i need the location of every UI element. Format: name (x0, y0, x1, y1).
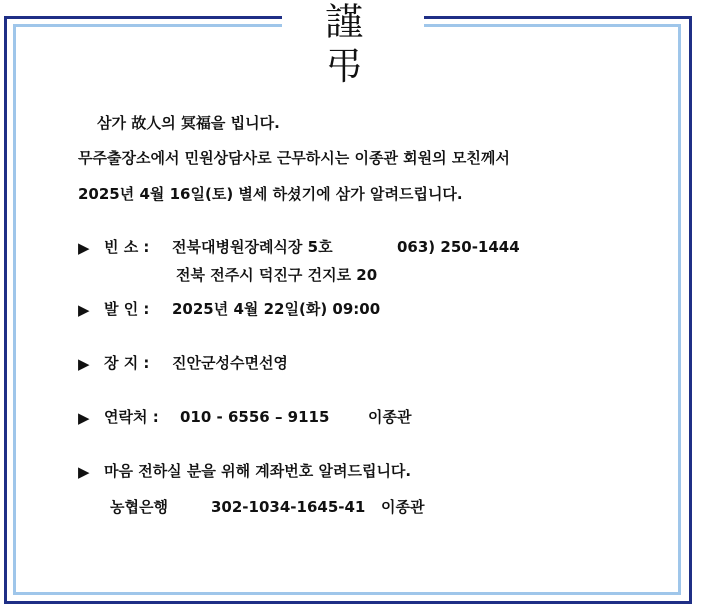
intro-line-1: 삼가 故人의 冥福을 빕니다. (97, 114, 280, 132)
bullet-icon: ▶ (78, 409, 90, 427)
intro-line-3: 2025년 4월 16일(토) 별세 하셨기에 삼가 알려드립니다. (78, 185, 463, 203)
funeral-hall-value: 전북대병원장례식장 5호 (172, 238, 333, 256)
account-number: 302-1034-1645-41 (211, 498, 366, 516)
condolence-line: 마음 전하실 분을 위해 계좌번호 알려드립니다. (104, 462, 412, 480)
funeral-hall-phone: 063) 250-1444 (397, 238, 520, 256)
bullet-icon: ▶ (78, 301, 90, 319)
bullet-icon: ▶ (78, 239, 90, 257)
bullet-icon: ▶ (78, 463, 90, 481)
notice-title: 謹 弔 (324, 0, 381, 88)
contact-phone: 010 - 6556 – 9115 (180, 408, 330, 426)
departure-label: 발 인 : (104, 300, 155, 318)
funeral-hall-label: 빈 소 : (104, 238, 155, 256)
departure-value: 2025년 4월 22일(화) 09:00 (172, 300, 381, 318)
burial-value: 진안군성수면선영 (172, 354, 288, 372)
contact-name: 이종관 (368, 408, 412, 426)
burial-label: 장 지 : (104, 354, 155, 372)
bullet-icon: ▶ (78, 355, 90, 373)
contact-label: 연락처 : (104, 408, 164, 426)
bank-name: 농협은행 (110, 498, 168, 516)
account-holder: 이종관 (381, 498, 425, 516)
intro-line-2: 무주출장소에서 민원상담사로 근무하시는 이종관 회원의 모친께서 (78, 149, 510, 167)
funeral-hall-address: 전북 전주시 덕진구 건지로 20 (176, 266, 378, 284)
